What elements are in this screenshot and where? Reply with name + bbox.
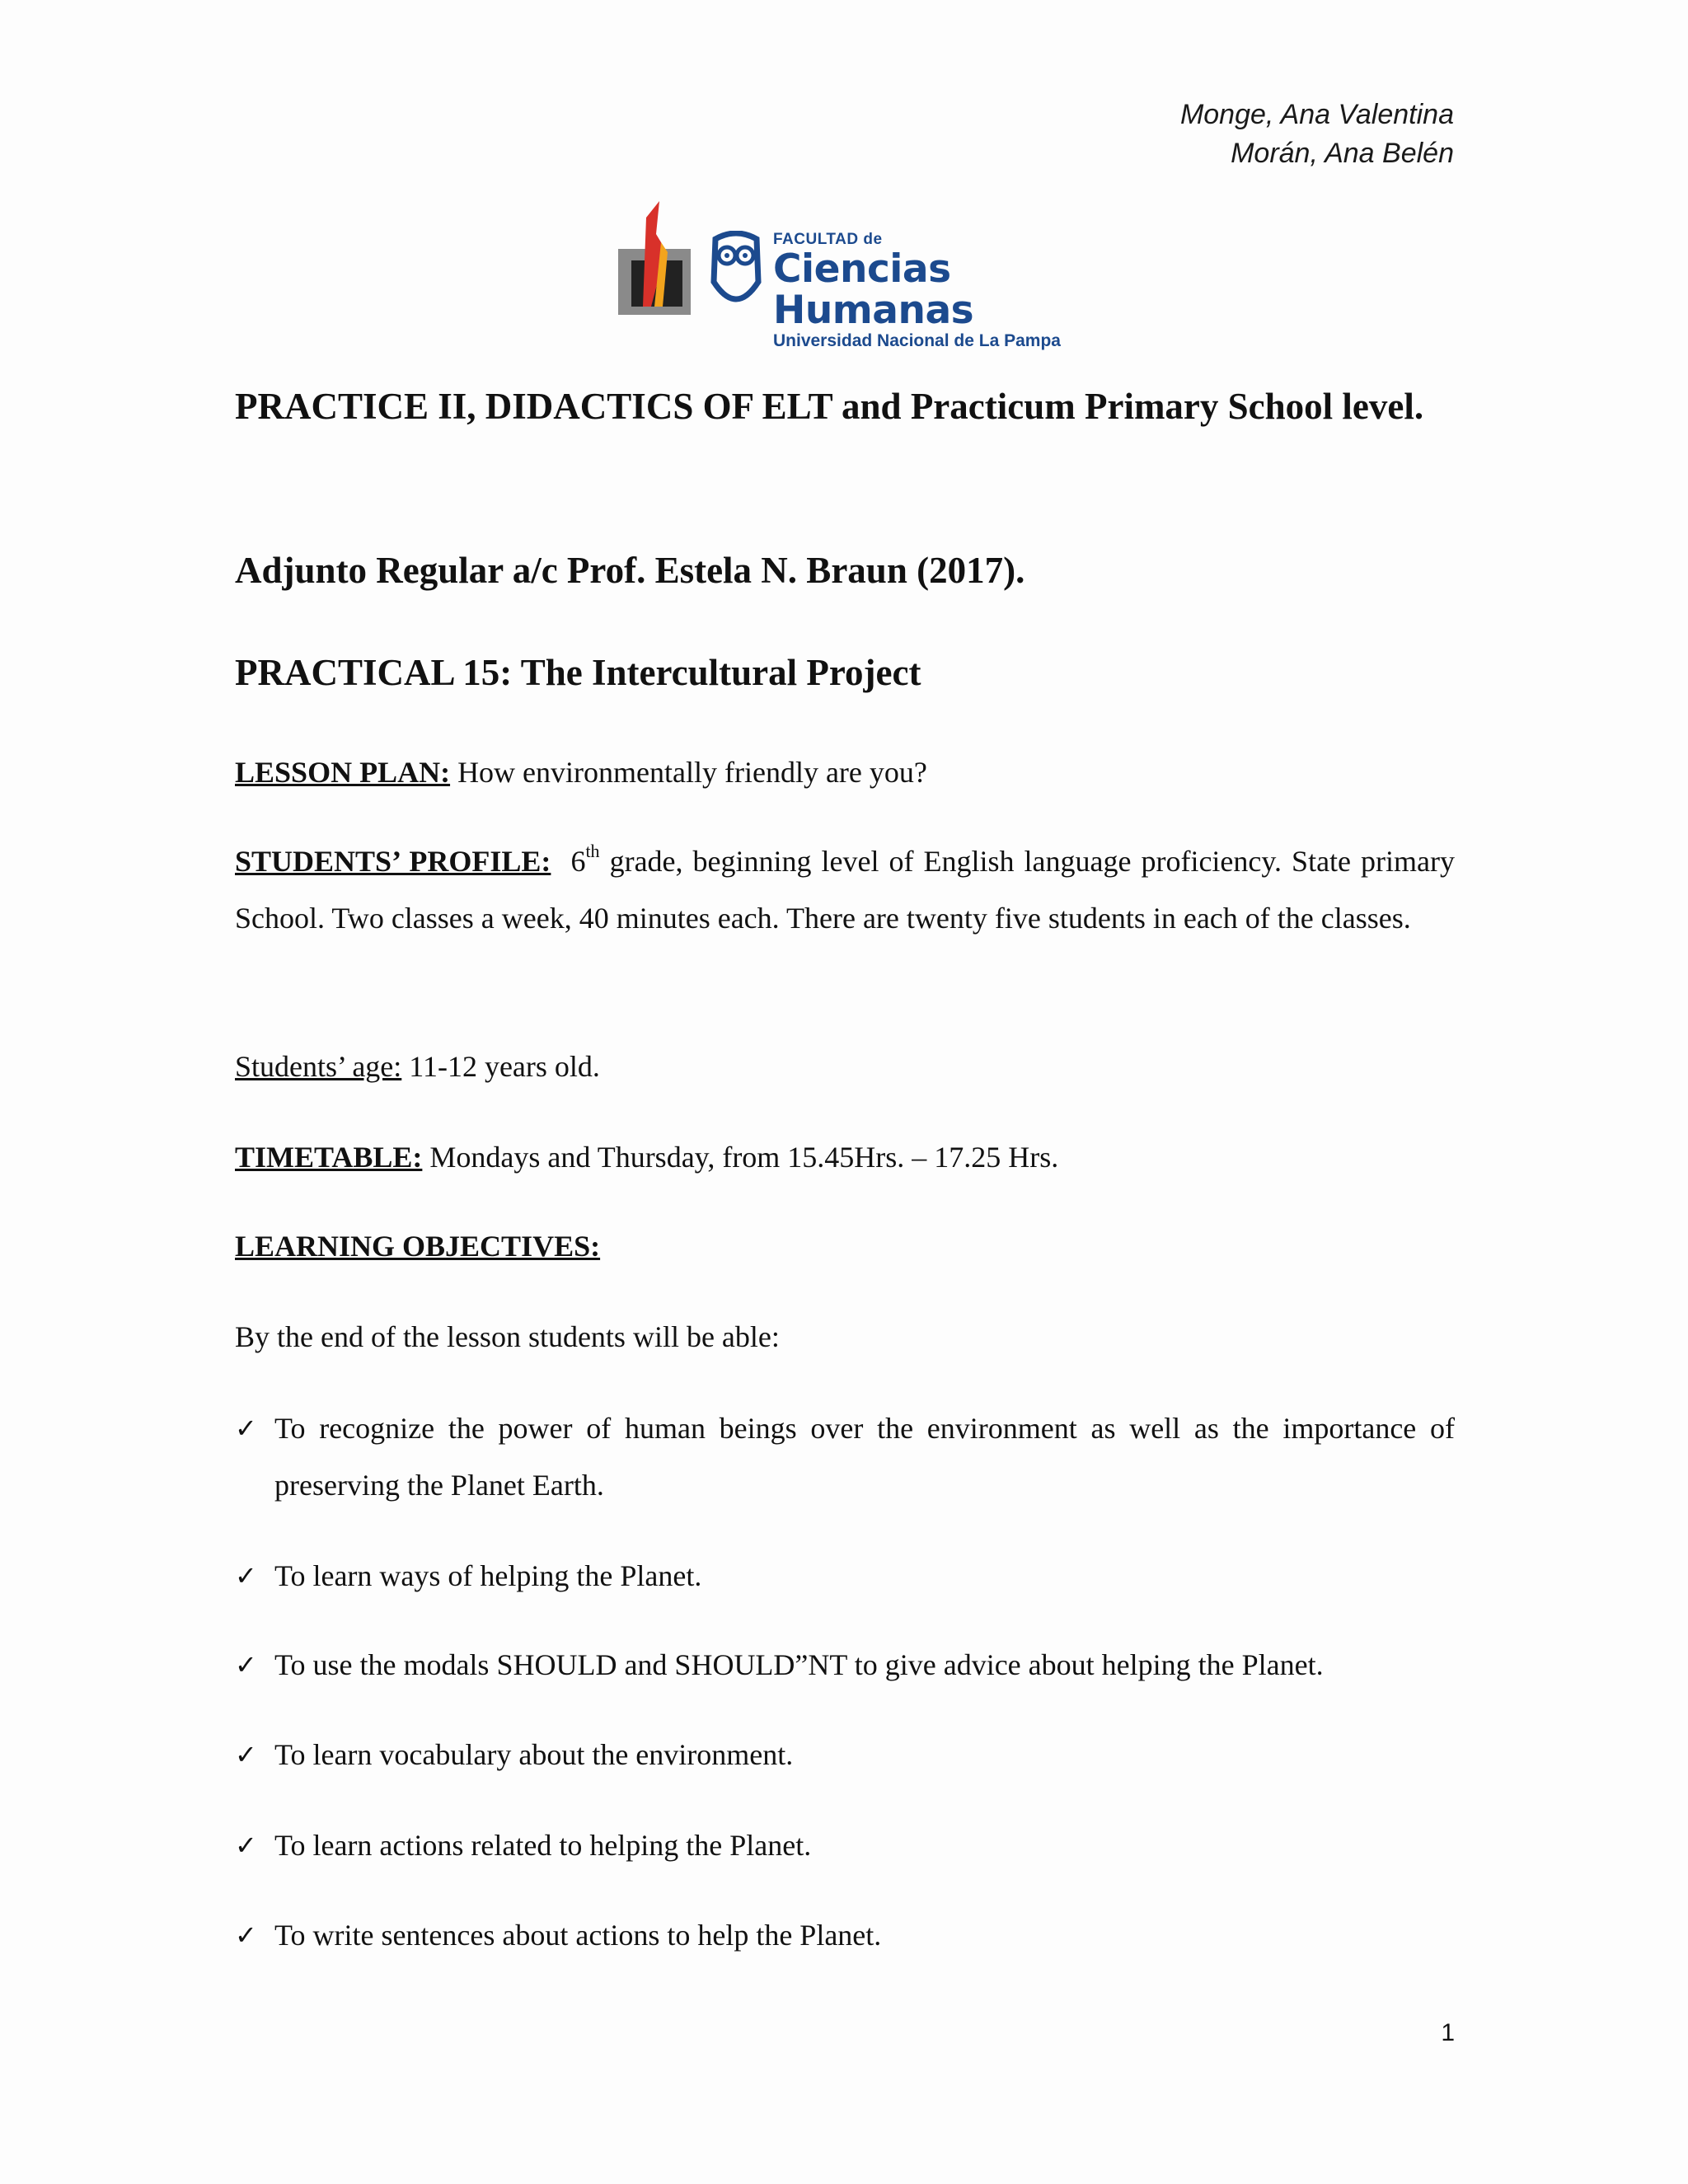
document-title: [235, 373, 1455, 440]
checkmark-icon: ✓: [235, 1830, 257, 1861]
logo-text: [773, 231, 1080, 351]
objective-text: To write sentences about actions to help the Planet.: [274, 1919, 882, 1952]
practical-heading: PRACTICAL 15: The Intercultural Project: [235, 652, 921, 693]
objective-text: To learn actions related to helping the Planet.: [274, 1829, 812, 1862]
checkmark-icon: ✓: [235, 1560, 257, 1591]
students-profile: [235, 833, 1455, 947]
flame-emblem-icon: [618, 201, 694, 316]
author-2: Morán, Ana Belén: [1231, 138, 1454, 169]
objective-item: [235, 1548, 1455, 1605]
profile-grade: 6: [570, 845, 586, 878]
checkmark-icon: ✓: [235, 1413, 257, 1444]
logo-small-text: FACULTAD de: [773, 231, 883, 248]
objectives-label: LEARNING OBJECTIVES:: [235, 1230, 601, 1263]
logo-big-text: Ciencias Humanas: [773, 246, 974, 333]
objective-text: To learn ways of helping the Planet.: [274, 1559, 702, 1592]
practical-line: [235, 651, 1455, 694]
profile-text: grade, beginning level of English language proficiency. State primary School. Two classes a week, 40 minutes each. There are twenty five students in each of the classes.: [235, 845, 1456, 935]
profile-grade-sup: th: [585, 841, 600, 861]
objective-text: To recognize the power of human beings over the environment as well as the importance of preserving the Planet Earth.: [274, 1412, 1455, 1502]
age-text: 11-12 years old.: [409, 1050, 600, 1083]
objective-item: [235, 1817, 1455, 1874]
profile-label: STUDENTS’ PROFILE:: [235, 845, 551, 878]
adjunto-heading: Adjunto Regular a/c Prof. Estela N. Braun (2017).: [235, 550, 1025, 591]
age-label: Students’ age:: [235, 1050, 402, 1083]
lesson-plan-label: LESSON PLAN:: [235, 756, 451, 789]
objective-text: To use the modals SHOULD and SHOULD”NT to give advice about helping the Planet.: [274, 1648, 1324, 1681]
objective-text: To learn vocabulary about the environment.: [274, 1738, 794, 1771]
timetable: [235, 1129, 1455, 1186]
objectives-intro: [235, 1309, 1455, 1366]
page-number: 1: [1441, 2019, 1455, 2046]
objective-item: [235, 1907, 1455, 1964]
timetable-text: Mondays and Thursday, from 15.45Hrs. – 17.25 Hrs.: [429, 1141, 1059, 1174]
logo-sub-text: Universidad Nacional de La Pampa: [773, 331, 1061, 350]
objectives-intro-text: By the end of the lesson students will be able:: [235, 1320, 780, 1353]
checkmark-icon: ✓: [235, 1739, 257, 1770]
author-names: [1180, 96, 1454, 173]
checkmark-icon: ✓: [235, 1919, 257, 1951]
objective-item: [235, 1400, 1455, 1514]
objectives-heading: [235, 1218, 1455, 1275]
students-age: [235, 1038, 1455, 1095]
lesson-plan-text: How environmentally friendly are you?: [457, 756, 927, 789]
title-heading: PRACTICE II, DIDACTICS OF ELT and Practicum Primary School level.: [235, 386, 1424, 427]
adjunto-line: [235, 549, 1455, 592]
author-1: Monge, Ana Valentina: [1179, 99, 1454, 130]
checkmark-icon: ✓: [235, 1649, 257, 1680]
faculty-logo: [618, 198, 1080, 350]
timetable-label: TIMETABLE:: [235, 1141, 423, 1174]
objective-item: [235, 1637, 1455, 1694]
objective-item: [235, 1727, 1455, 1783]
lesson-plan: [235, 744, 1455, 801]
owl-icon: [707, 231, 765, 313]
